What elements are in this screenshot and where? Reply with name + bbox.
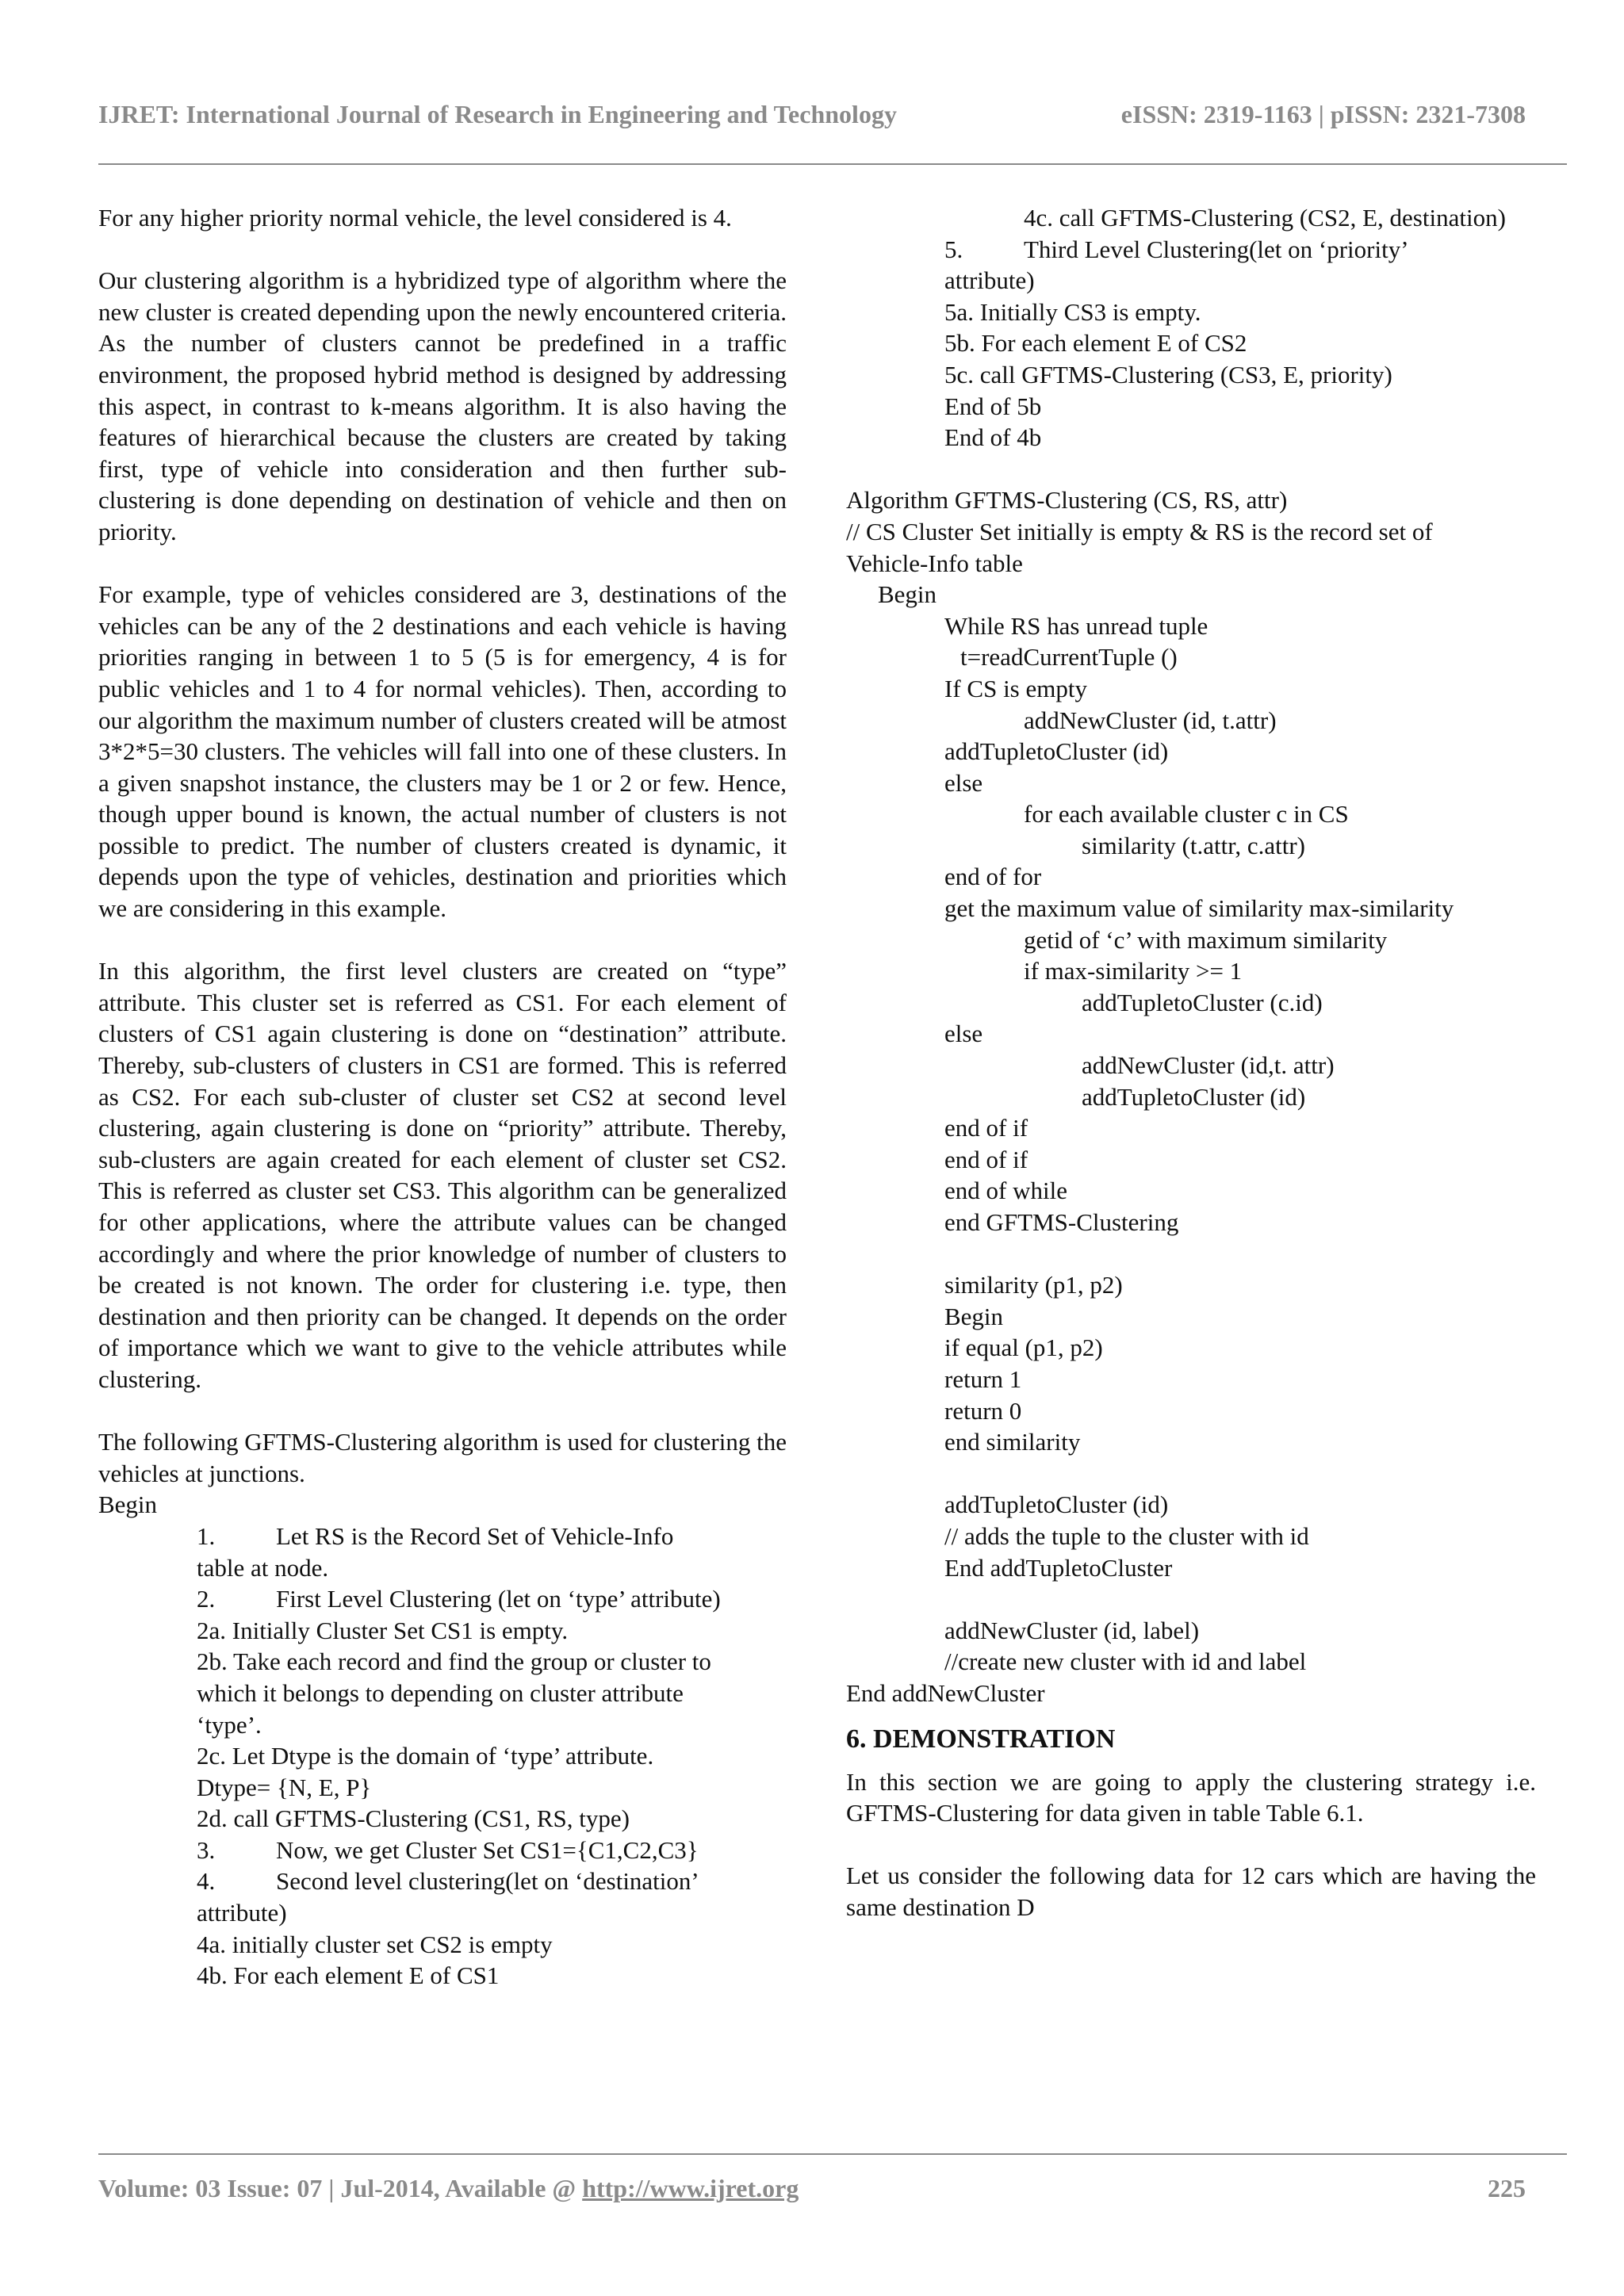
page-footer xyxy=(98,2174,1526,2206)
code-else-1: else xyxy=(944,768,983,797)
similarity-if-equal: if equal (p1, p2) xyxy=(944,1334,1103,1362)
code-end-for: end of for xyxy=(944,863,1042,891)
similarity-return-0: return 0 xyxy=(944,1396,1022,1425)
page-header xyxy=(98,100,1526,132)
code-if-cs-empty: If CS is empty xyxy=(944,674,1087,702)
code-similarity-call: similarity (t.attr, c.attr) xyxy=(1082,831,1305,859)
paragraph-hybrid-algorithm: Our clustering algorithm is a hybridized type of algorithm where the new cluster is created depending upon the newly encountered criteria. As the number of clusters cannot be predefined in a traffic environment, the proposed hybrid method is designed by addressing this aspect, in contrast to k-means algorithm. It is also having the features of hierarchical because the clusters are created by taking first, type of vehicle into consideration and then further sub-clustering is done depending on destination of vehicle and then on priority. xyxy=(98,266,787,545)
code-addnewcluster-1: addNewCluster (id, t.attr) xyxy=(1024,706,1277,734)
paragraph-demo-data: Let us consider the following data for 12 cars which are having the same destination D xyxy=(846,1862,1536,1921)
algo-step-2b-line3: ‘type’. xyxy=(197,1710,262,1739)
paragraph-priority-level: For any higher priority normal vehicle, the level considered is 4. xyxy=(98,204,732,232)
code-for-each: for each available cluster c in CS xyxy=(1024,800,1349,828)
addnewcluster-end: End addNewCluster xyxy=(846,1678,1045,1707)
similarity-return-1: return 1 xyxy=(944,1364,1022,1393)
addtupletocluster-end: End addTupletoCluster xyxy=(944,1553,1173,1582)
header-rule xyxy=(98,163,1567,165)
algo-step-5c: 5c. call GFTMS-Clustering (CS3, E, priority) xyxy=(944,360,1392,388)
algo-step-1: 1. Let RS is the Record Set of Vehicle-Info xyxy=(197,1521,674,1550)
algo-step-2d: 2d. call GFTMS-Clustering (CS1, RS, type) xyxy=(197,1804,630,1833)
gftms-comment-line1: // CS Cluster Set initially is empty & RS is the record set of xyxy=(846,517,1433,545)
code-end-if-1: end of if xyxy=(944,1114,1028,1142)
code-getid: getid of ‘c’ with maximum similarity xyxy=(1024,925,1388,954)
gftms-begin: Begin xyxy=(878,580,937,609)
paragraph-example: For example, type of vehicles considered are 3, destinations of the vehicles can be any of the 2 destinations and each vehicle is having priorities ranging in between 1 to 5 (5 is for emergency, 4 is for public vehicles and 1 to 4 for normal vehicles). Then, according to our algorithm the maximum number of clusters created will be atmost 3*2*5=30 clusters. The vehicles will fall into one of these clusters. In a given snapshot instance, the clusters may be 1 or 2 or few. Hence, though upper bound is known, the actual number of clusters is not possible to predict. The number of clusters created is dynamic, it depends upon the type of vehicles, destination and priorities which we are considering in this example. xyxy=(98,580,787,923)
algo-step-5b: 5b. For each element E of CS2 xyxy=(944,329,1247,358)
footer-rule xyxy=(98,2153,1567,2155)
addnewcluster-signature: addNewCluster (id, label) xyxy=(944,1616,1200,1644)
algo-step-4c: 4c. call GFTMS-Clustering (CS2, E, destination) xyxy=(1024,204,1506,232)
journal-url-link[interactable]: http://www.ijret.org xyxy=(582,2174,799,2202)
paragraph-algorithm-intro: The following GFTMS-Clustering algorithm is used for clustering the vehicles at junctions. xyxy=(98,1428,787,1487)
code-end-gftms: end GFTMS-Clustering xyxy=(944,1208,1179,1236)
code-end-if-2: end of if xyxy=(944,1145,1028,1173)
addtupletocluster-signature: addTupletoCluster (id) xyxy=(944,1490,1169,1519)
gftms-signature: Algorithm GFTMS-Clustering (CS, RS, attr) xyxy=(846,486,1288,515)
algo-step-4b: 4b. For each element E of CS1 xyxy=(197,1961,500,1990)
gftms-comment-line2: Vehicle-Info table xyxy=(846,549,1023,577)
algo-end-4b: End of 4b xyxy=(944,423,1042,452)
code-else-2: else xyxy=(944,1020,983,1048)
algo-step-5: 5. Third Level Clustering(let on ‘priority’ xyxy=(944,235,1409,263)
right-column xyxy=(846,202,1536,1923)
similarity-begin: Begin xyxy=(944,1302,1004,1330)
algo-step-4: 4. Second level clustering(let on ‘destination’ xyxy=(197,1867,699,1896)
paragraph-demo-intro: In this section we are going to apply the clustering strategy i.e. GFTMS-Clustering for data given in table Table 6.1. xyxy=(846,1767,1536,1827)
footer-volume: Volume: 03 Issue: 07 | Jul-2014, Available @ http://www.ijret.org xyxy=(98,2174,799,2202)
code-while: While RS has unread tuple xyxy=(944,611,1208,640)
algo-step-2b-line1: 2b. Take each record and find the group or cluster to xyxy=(197,1647,711,1676)
left-column xyxy=(98,202,787,1992)
algo-step-2c-line2: Dtype= {N, E, P} xyxy=(197,1773,372,1801)
code-if-max: if max-similarity >= 1 xyxy=(1024,957,1243,985)
issn-text: eISSN: 2319-1163 | pISSN: 2321-7308 xyxy=(1120,100,1526,128)
algo-end-5b: End of 5b xyxy=(944,392,1042,420)
algo-step-5a: 5a. Initially CS3 is empty. xyxy=(944,297,1201,326)
algo-step-5-cont: attribute) xyxy=(944,266,1035,295)
code-addtupletocluster-3: addTupletoCluster (id) xyxy=(1082,1082,1306,1111)
similarity-end: end similarity xyxy=(944,1428,1081,1456)
page-number: 225 xyxy=(1488,2174,1526,2202)
similarity-signature: similarity (p1, p2) xyxy=(944,1271,1123,1299)
algo-step-2a: 2a. Initially Cluster Set CS1 is empty. xyxy=(197,1616,569,1644)
algo-step-4-cont: attribute) xyxy=(197,1899,287,1927)
algo-step-3: 3. Now, we get Cluster Set CS1={C1,C2,C3} xyxy=(197,1835,699,1864)
algo-step-4a: 4a. initially cluster set CS2 is empty xyxy=(197,1930,553,1958)
algo-step-1-cont: table at node. xyxy=(197,1553,329,1582)
journal-title: IJRET: International Journal of Research in Engineering and Technology xyxy=(98,100,897,128)
algo-step-2b-line2: which it belongs to depending on cluster attribute xyxy=(197,1678,684,1707)
algo-step-2c-line1: 2c. Let Dtype is the domain of ‘type’ attribute. xyxy=(197,1742,654,1770)
code-addnewcluster-2: addNewCluster (id,t. attr) xyxy=(1082,1051,1335,1080)
algo-step-2: 2. First Level Clustering (let on ‘type’ attribute) xyxy=(197,1585,721,1613)
code-get-max: get the maximum value of similarity max-similarity xyxy=(944,894,1454,923)
addtupletocluster-comment: // adds the tuple to the cluster with id xyxy=(944,1521,1309,1550)
code-addtupletocluster-2: addTupletoCluster (c.id) xyxy=(1082,988,1323,1016)
algo-begin: Begin xyxy=(98,1490,158,1519)
code-end-while: end of while xyxy=(944,1177,1067,1205)
code-read-tuple: t=readCurrentTuple () xyxy=(960,643,1178,672)
addnewcluster-comment: //create new cluster with id and label xyxy=(944,1647,1307,1676)
section-heading-demonstration: 6. DEMONSTRATION xyxy=(846,1724,1116,1754)
paragraph-levels: In this algorithm, the first level clusters are created on “type” attribute. This cluster set is referred as CS1. For each element of clusters of CS1 again clustering is done on “destination” attribute. Thereby, sub-clusters of clusters in CS1 are formed. This is referred as CS2. For each sub-cluster of cluster set CS2 at second level clustering, again clustering is done on “priority” attribute. Thereby, sub-clusters are again created for each element of cluster set CS2. This is referred as cluster set CS3. This algorithm can be generalized for other applications, where the attribute values can be changed accordingly and where the prior knowledge of number of clusters to be created is not known. The order for clustering i.e. type, then destination and then priority can be changed. It depends on the order of importance which we want to give to the vehicle attributes while clustering. xyxy=(98,957,787,1393)
code-addtupletocluster-1: addTupletoCluster (id) xyxy=(944,737,1169,766)
